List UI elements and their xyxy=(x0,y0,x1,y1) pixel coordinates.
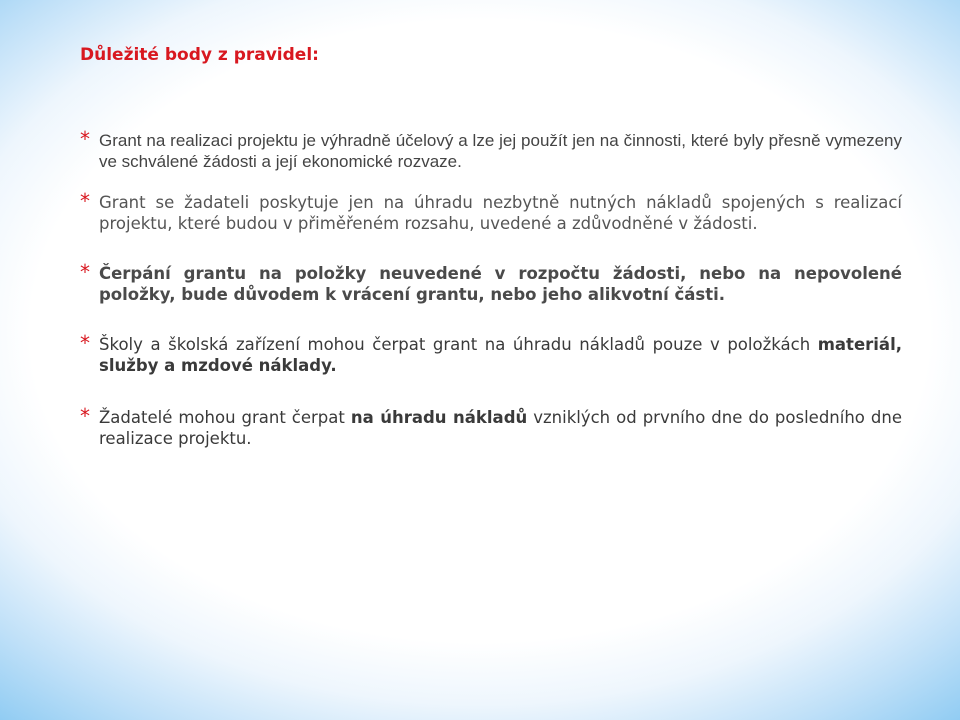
bullet-marker: * xyxy=(80,331,90,355)
bullet-item xyxy=(80,404,902,449)
bullet-text: Žadatelé mohou grant čerpat xyxy=(99,408,351,427)
bullet-text: vzniklých od prvního dne do posledního dne realizace projektu. xyxy=(99,408,902,448)
bullet-item xyxy=(80,189,902,234)
slide-title: Důležité body z pravidel: xyxy=(80,45,319,65)
bullet-item xyxy=(80,260,902,305)
bullet-text: Čerpání grantu na položky neuvedené v rozpočtu žádosti, nebo na nepovolené položky, bude důvodem k vrácení grantu, nebo jeho alikvotní části. xyxy=(99,264,902,304)
bullet-text: Grant se žadateli poskytuje jen na úhradu nezbytně nutných nákladů spojených s realizací projektu, které budou v přiměřeném rozsahu, uvedené a zdůvodněné v žádosti. xyxy=(99,193,902,233)
bullet-marker: * xyxy=(80,260,90,284)
bullet-text-bold: materiál, služby a mzdové náklady. xyxy=(99,335,902,375)
bullet-text: Školy a školská zařízení mohou čerpat grant na úhradu nákladů pouze v položkách xyxy=(99,335,818,354)
bullet-marker: * xyxy=(80,189,90,213)
bullet-marker: * xyxy=(80,404,90,428)
bullet-item xyxy=(80,127,902,172)
bullet-item xyxy=(80,331,902,376)
bullet-marker: * xyxy=(80,127,90,151)
bullet-text: Grant na realizaci projektu je výhradně účelový a lze jej použít jen na činnosti, které byly přesně vymezeny ve schválené žádosti a její ekonomické rozvaze. xyxy=(99,131,902,171)
bullet-text-bold: na úhradu nákladů xyxy=(350,408,528,427)
bullet-list xyxy=(80,127,902,449)
